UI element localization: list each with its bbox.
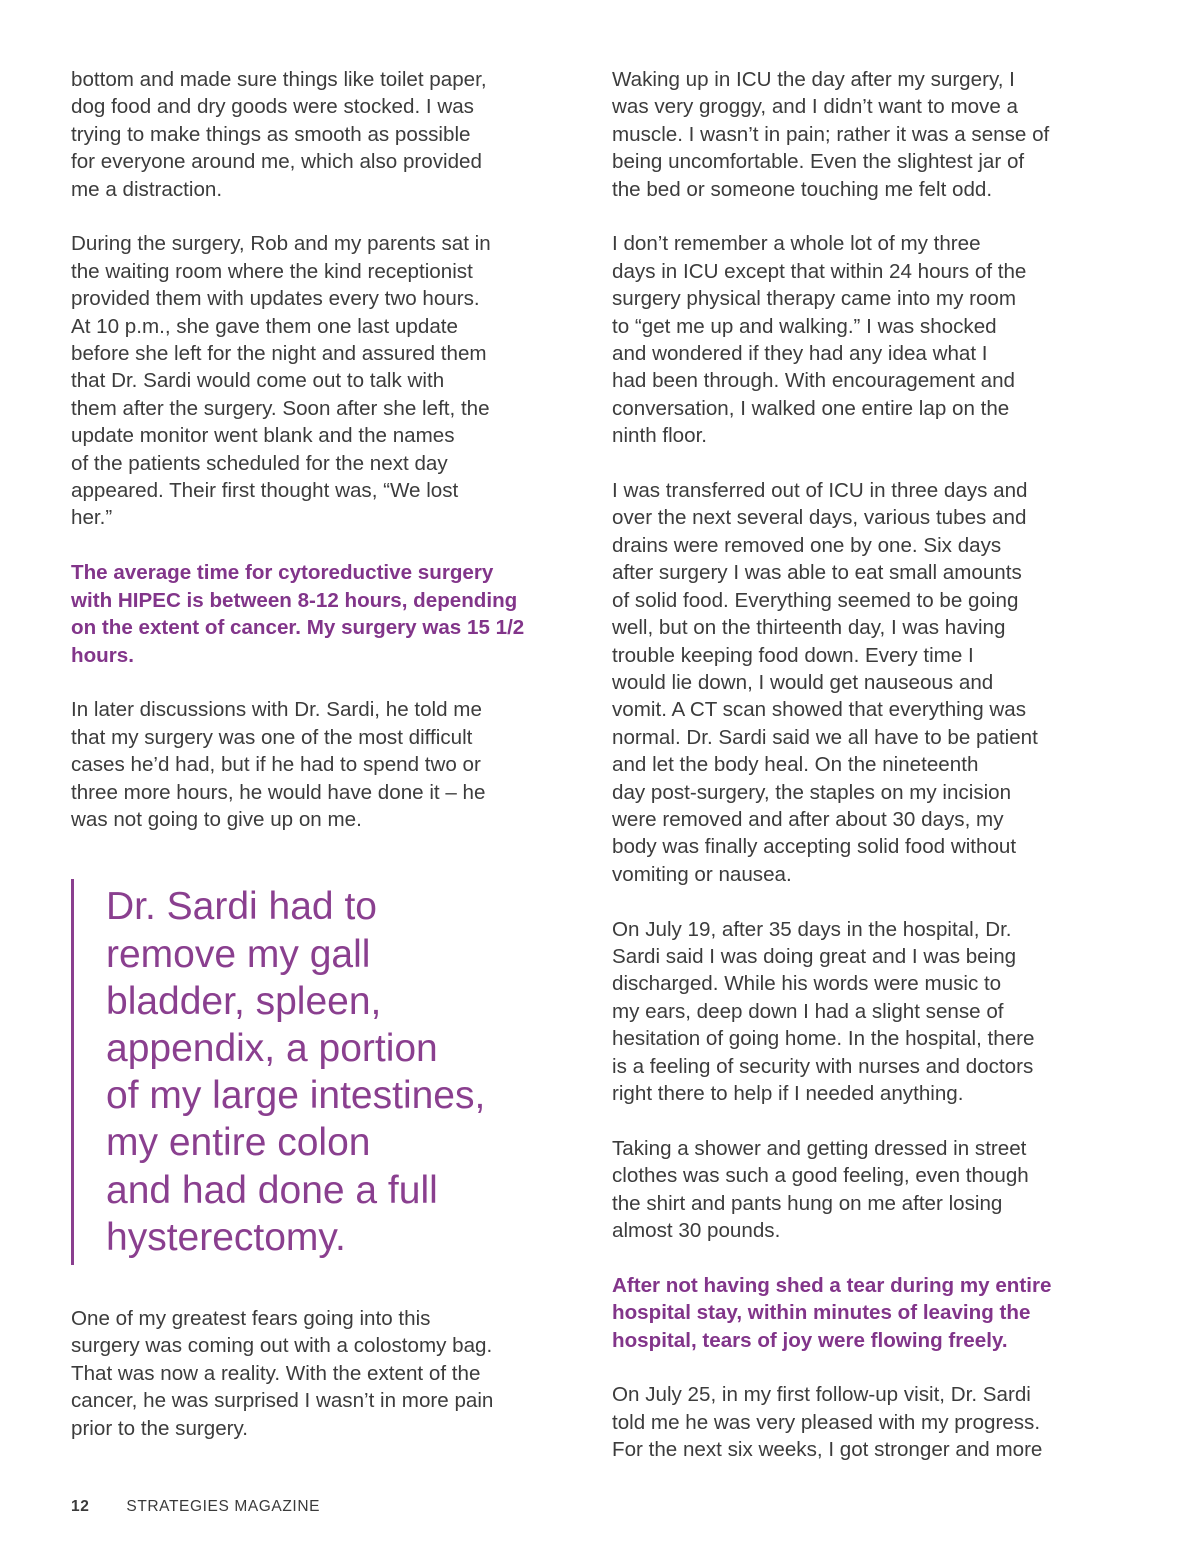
- body-paragraph: Taking a shower and getting dressed in street clothes was such a good feeling, even though the shirt and pants hung on me after losing almost 30 pounds.: [612, 1136, 1029, 1242]
- pull-quote: [71, 879, 576, 1265]
- page-number: 12: [71, 1498, 90, 1515]
- body-paragraph: bottom and made sure things like toilet paper, dog food and dry goods were stocked. I was trying to make things as smooth as possible for everyone around me, which also provided me a distraction.: [71, 68, 487, 201]
- left-column: [71, 66, 576, 1442]
- body-paragraph: In later discussions with Dr. Sardi, he told me that my surgery was one of the most difficult cases he’d had, but if he had to spend two or three more hours, he would have done it – he was not going to give up on me.: [71, 698, 486, 831]
- right-column: [612, 66, 1127, 1464]
- page-footer: [71, 1498, 320, 1516]
- highlight-paragraph: After not having shed a tear during my entire hospital stay, within minutes of leaving the hospital, tears of joy were flowing freely.: [612, 1273, 1052, 1352]
- body-paragraph: Waking up in ICU the day after my surgery, I was very groggy, and I didn’t want to move a muscle. I wasn’t in pain; rather it was a sense of being uncomfortable. Even the slightest jar of the bed or someone touching me felt odd.: [612, 68, 1050, 201]
- body-paragraph: On July 25, in my first follow-up visit, Dr. Sardi told me he was very pleased with my progress. For the next six weeks, I got stronger and more: [612, 1383, 1043, 1462]
- highlight-paragraph: The average time for cytoreductive surgery with HIPEC is between 8-12 hours, depending on the extent of cancer. My surgery was 15 1/2 hours.: [71, 561, 525, 667]
- pull-quote-text: Dr. Sardi had to remove my gall bladder, spleen, appendix, a portion of my large intestines, my entire colon and had done a full hysterectomy.: [106, 885, 486, 1259]
- body-paragraph: I don’t remember a whole lot of my three days in ICU except that within 24 hours of the surgery physical therapy came into my room to “get me up and walking.” I was shocked and wondered if they had any idea what I had been through. With encouragement and conversation, I walked one entire lap on the ninth floor.: [612, 232, 1027, 448]
- publication-name: STRATEGIES MAGAZINE: [126, 1498, 321, 1515]
- body-paragraph: One of my greatest fears going into this surgery was coming out with a colostomy bag. That was now a reality. With the extent of the cancer, he was surprised I wasn’t in more pain prior to the surgery.: [71, 1306, 494, 1440]
- body-paragraph: On July 19, after 35 days in the hospital, Dr. Sardi said I was doing great and I was being discharged. While his words were music to my ears, deep down I had a slight sense of hesitation of going home. In the hospital, there is a feeling of security with nurses and doctors right there to help if I needed anything.: [612, 917, 1035, 1105]
- pull-quote-bar: [71, 879, 74, 1265]
- body-paragraph: I was transferred out of ICU in three days and over the next several days, various tubes and drains were removed one by one. Six days after surgery I was able to eat small amounts of solid food. Everything seemed to be going well, but on the thirteenth day, I was having trouble keeping food down. Every time I would lie down, I would get nauseous and vomit. A CT scan showed that everything was normal. Dr. Sardi said we all have to be patient and let the body heal. On the nineteenth day post-surgery, the staples on my incision were removed and after about 30 days, my body was finally accepting solid food without vomiting or nausea.: [612, 479, 1038, 886]
- body-paragraph: During the surgery, Rob and my parents sat in the waiting room where the kind receptionist provided them with updates every two hours. At 10 p.m., she gave them one last update before she left for the night and assured them that Dr. Sardi would come out to talk with them after the surgery. Soon after she left, the update monitor went blank and the names of the patients scheduled for the next day appeared. Their first thought was, “We lost her.”: [71, 232, 491, 530]
